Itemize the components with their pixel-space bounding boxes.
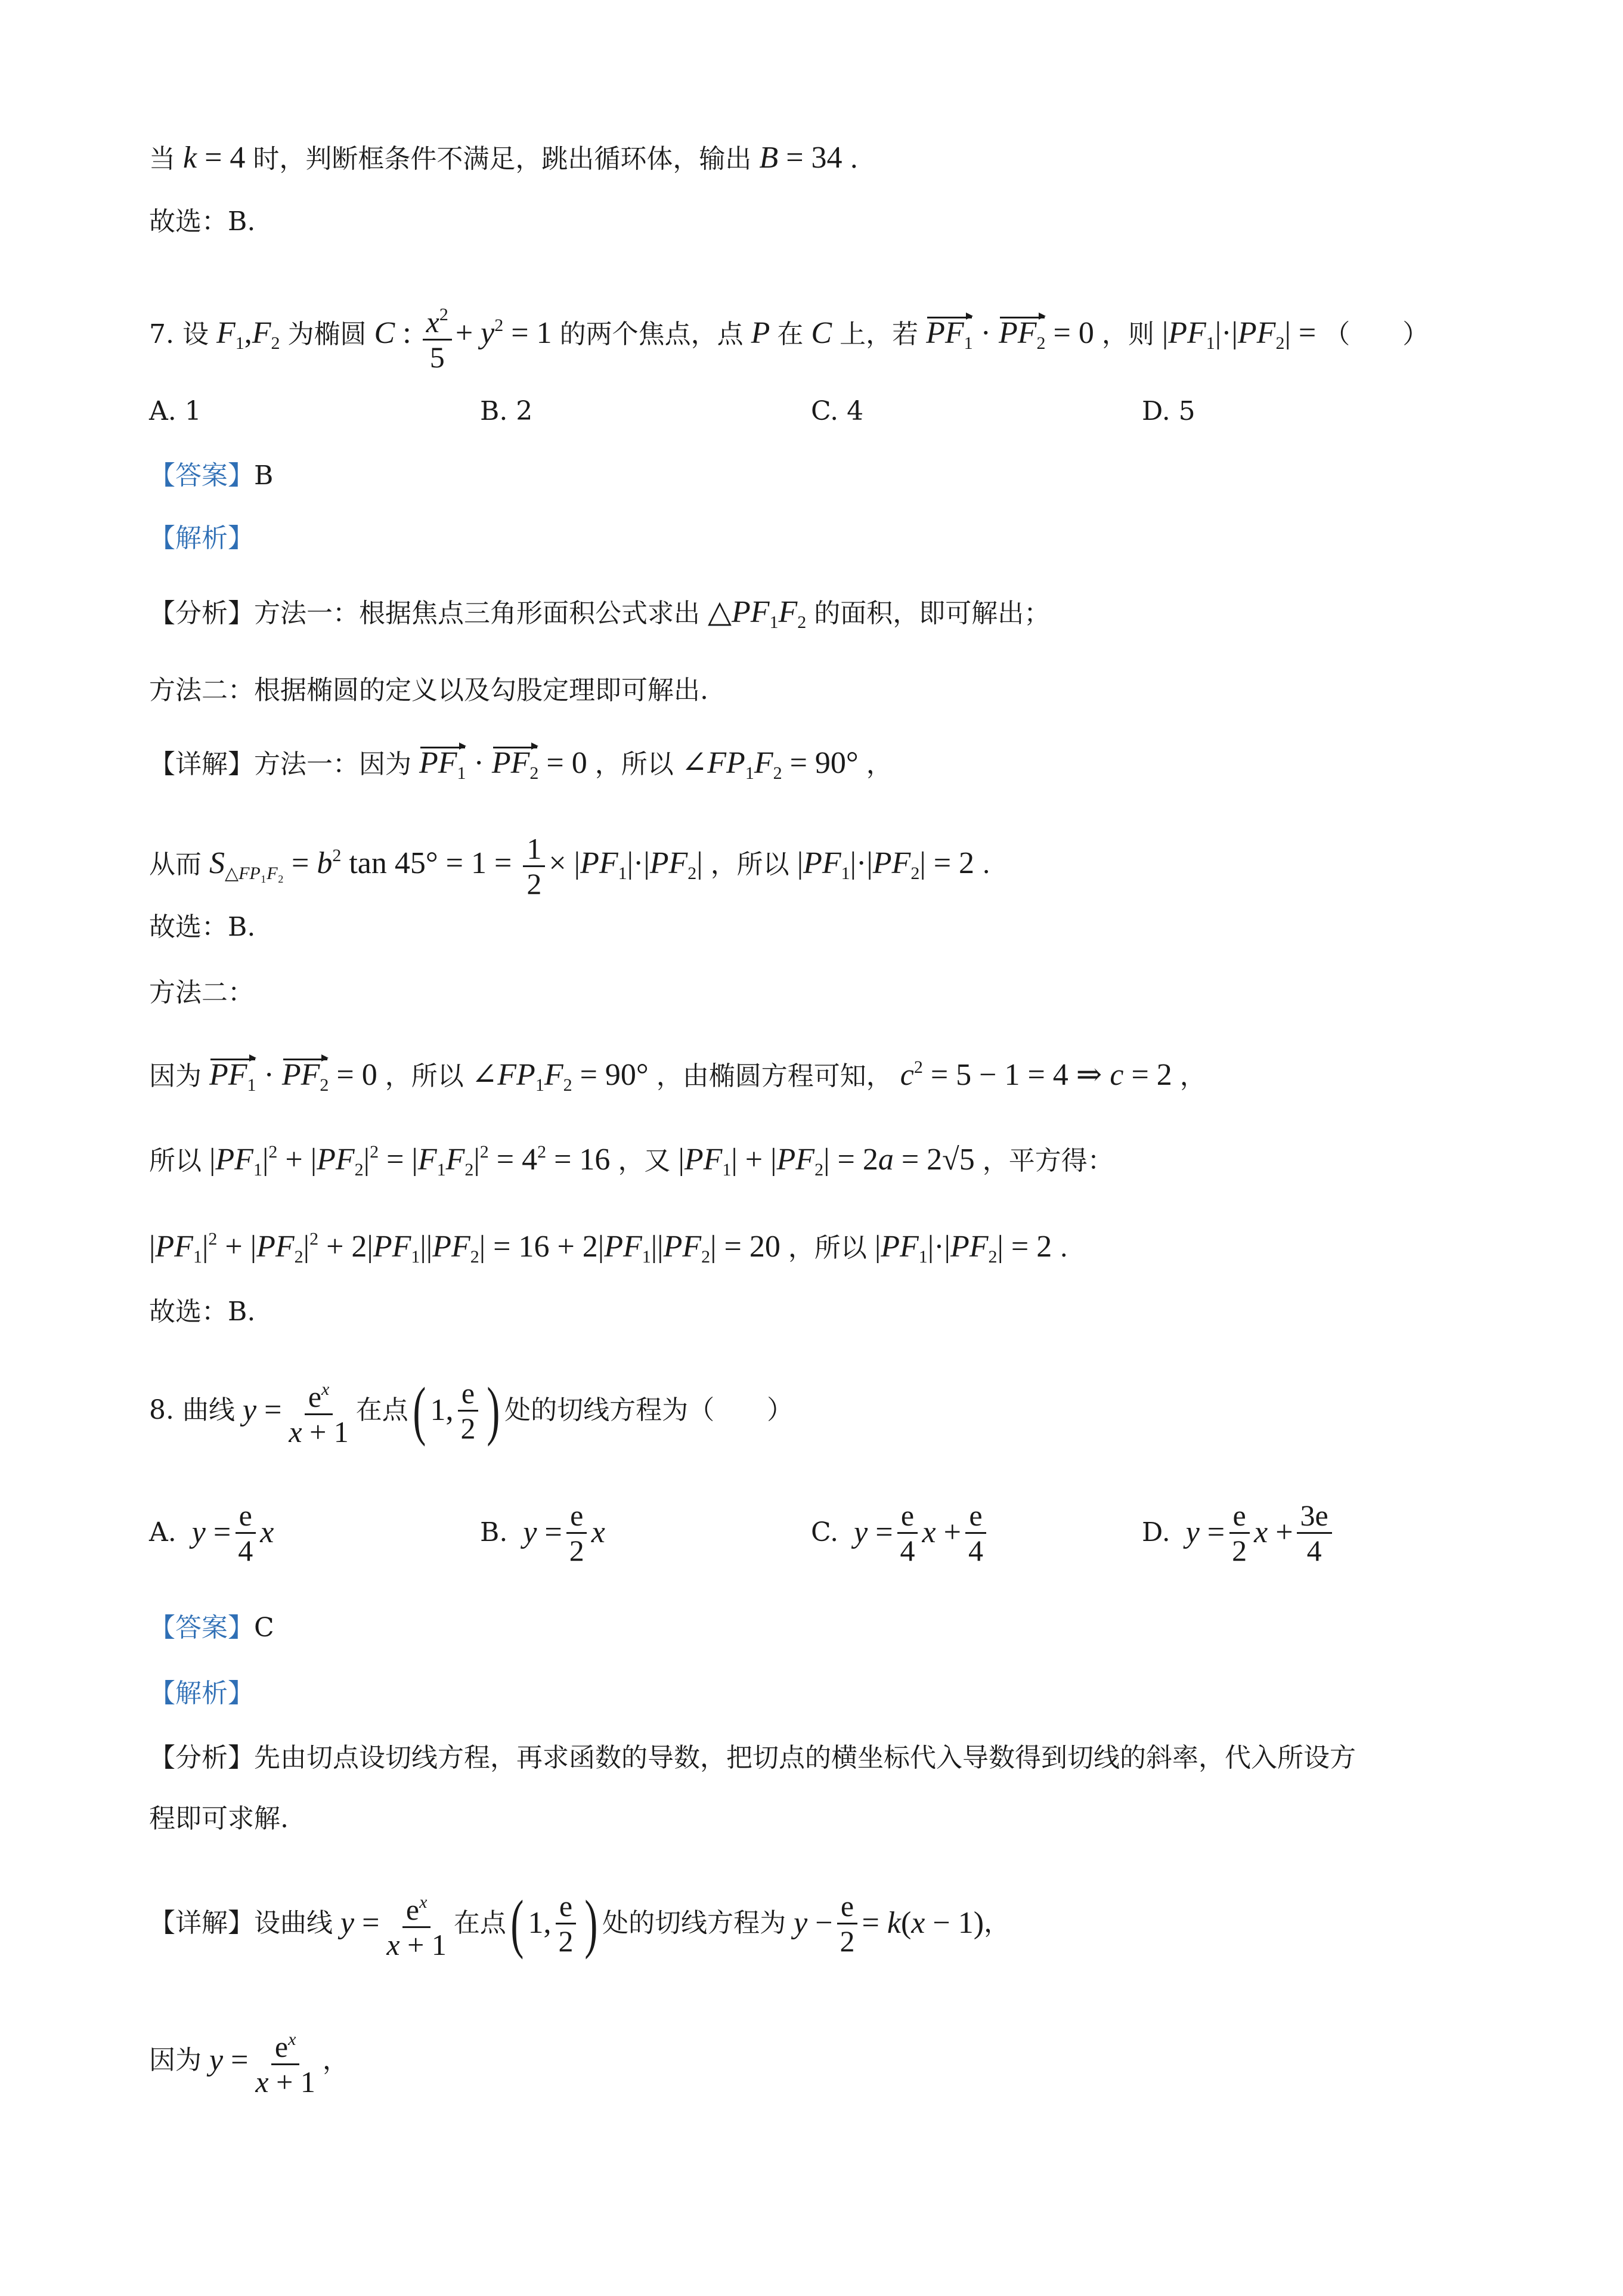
text-line — [149, 1294, 255, 1330]
fraction: $\frac{e}{4}$ — [965, 1499, 987, 1567]
text: 程即可求解. — [149, 1803, 289, 1834]
option-a: A. 1 — [149, 396, 202, 426]
option-d: D. 5 — [1142, 396, 1195, 426]
fraction: $\frac{e}{4}$ — [234, 1499, 256, 1567]
text: ，平方得： — [982, 1146, 1114, 1176]
text: 设曲线 — [254, 1908, 333, 1938]
label: 【分析】 — [149, 598, 254, 629]
fraction: $\frac{e^x}{x + 1}$ — [252, 2023, 318, 2099]
text: 从而 — [149, 849, 202, 880]
answer-line — [149, 458, 273, 494]
label: 【详解】 — [149, 749, 254, 779]
text-line: 从而 $S_{\triangle FP_1F_2} = b^2$ tan 45° = 1 = $\frac{1}{2}$ × $|PF_1|\cdot|PF_2|$ ，所以 $|PF_1|\cdot|PF_2| = 2$ . — [149, 832, 991, 901]
fraction: $\frac{x^2}{5}$ — [423, 298, 452, 374]
text-line: 当 k = 4 时，判断框条件不满足，跳出循环体，输出 B = 34 ． — [149, 141, 876, 175]
text: 方法二： — [149, 977, 254, 1008]
text-line — [149, 1801, 289, 1837]
text: ． — [850, 144, 876, 174]
text: . — [1060, 1233, 1068, 1263]
fraction: $\frac{e}{4}$ — [897, 1499, 919, 1567]
text: ，所以 — [594, 749, 674, 779]
text: （ ） — [1324, 319, 1429, 349]
text: ， — [1179, 1061, 1206, 1091]
fraction: $\frac{e}{2}$ — [457, 1376, 479, 1445]
text: 先由切点设切线方程，再求函数的导数，把切点的横坐标代入导数得到切线的斜率，代入所设方 — [254, 1743, 1356, 1773]
option-label: D. — [1142, 1517, 1170, 1548]
text: ， — [322, 2045, 349, 2075]
fraction: $\frac{1}{2}$ — [523, 832, 545, 901]
text-line: 因为 $PF_1 \cdot PF_2 = 0$ ，所以 $\angle FP_1F_2 = 90^\circ$ ，由椭圆方程可知， $c^2 = 5 - 1 = 4$ ⇒ c = 2 ， — [149, 1050, 1206, 1103]
text: 处的切线方程为（ ） — [504, 1395, 794, 1425]
option-c: C. y = $\frac{e}{4}$ x + $\frac{e}{4}$ — [811, 1491, 990, 1574]
text: ，所以 — [710, 849, 789, 880]
text-line: 所以 $|PF_1|^2 + |PF_2|^2 = |F_1F_2|^2 = 4^2 = 16$ ，又 $|PF_1| + |PF_2| = 2a = 2√5$ ，平方得： — [149, 1142, 1114, 1180]
text-line: 【分析】方法一：根据焦点三角形面积公式求出 $\triangle PF_1F_2$ 的面积，即可解出； — [149, 595, 1051, 632]
question-8: 8. 曲线 y = $\frac{e^x}{x + 1}$ 在点 ( 1, $\frac{e}{2}$ ) 处的切线方程为（ ） — [149, 1366, 793, 1455]
fraction: $\frac{3e}{4}$ — [1297, 1499, 1332, 1567]
fraction: $\frac{e^x}{x + 1}$ — [383, 1886, 450, 1961]
option-c: C. 4 — [811, 396, 864, 426]
text: 故选：B. — [149, 206, 256, 237]
text: 因为 — [149, 2045, 202, 2075]
text: 时，判断框条件不满足，跳出循环体，输出 — [253, 144, 752, 174]
text-line — [149, 1740, 1356, 1776]
text: ，由椭圆方程可知， — [656, 1061, 893, 1091]
text-line: 【详解】 设曲线 y = $\frac{e^x}{x + 1}$ 在点 ( 1, $\frac{e}{2}$ ) 处的切线方程为 y − $\frac{e}{2}$ = k(x − 1) ， — [149, 1879, 1010, 1968]
text: ， — [866, 749, 893, 779]
text: 为椭圆 — [287, 319, 367, 349]
option-a: A. y = $\frac{e}{4}$ x — [149, 1498, 274, 1567]
text-line: 因为 y = $\frac{e^x}{x + 1}$ ， — [149, 2016, 349, 2105]
answer-value: C — [254, 1613, 274, 1643]
text: 方法二：根据椭圆的定义以及勾股定理即可解出. — [149, 675, 708, 705]
text-line — [149, 673, 708, 708]
text: 方法一：因为 — [254, 749, 411, 779]
question-number: 7. 设 — [149, 319, 209, 349]
question-number: 8. 曲线 — [149, 1395, 235, 1425]
label: 【分析】 — [149, 1743, 254, 1773]
text-line: 【详解】方法一：因为 $PF_1 \cdot PF_2 = 0$ ，所以 $\angle FP_1F_2 = 90^\circ$ ， — [149, 745, 893, 791]
text: 在点 — [453, 1908, 506, 1938]
option-label: A. — [149, 1517, 176, 1548]
option-b: B. 2 — [480, 396, 533, 426]
text: . — [982, 849, 991, 880]
fraction: $\frac{e}{2}$ — [555, 1889, 577, 1958]
fraction: $\frac{e}{2}$ — [837, 1889, 859, 1958]
option-d: D. y = $\frac{e}{2}$ x + $\frac{3e}{4}$ — [1142, 1491, 1336, 1574]
analysis-label: 【解析】 — [149, 1678, 254, 1709]
text-line: $|PF_1|^2 + |PF_2|^2 + 2|PF_1||PF_2| = 16 + 2|PF_1||PF_2| = 20$ ，所以 $|PF_1|\cdot|PF_2| = 2$ . — [149, 1229, 1068, 1267]
answer-label: 【答案】 — [149, 1613, 254, 1643]
text: 在点 — [355, 1395, 408, 1425]
fraction: $\frac{e}{2}$ — [1228, 1499, 1250, 1567]
option-label: B. — [480, 1517, 508, 1548]
text: 上，若 — [840, 319, 919, 349]
option-b: B. y = $\frac{e}{2}$ x — [480, 1498, 605, 1567]
text-line — [149, 975, 254, 1011]
analysis-label: 【解析】 — [149, 523, 254, 553]
text: ， — [984, 1908, 1011, 1938]
option-label: C. — [811, 1517, 839, 1548]
text: 因为 — [149, 1061, 202, 1091]
answer-label: 【答案】 — [149, 460, 254, 491]
text: 处的切线方程为 — [602, 1908, 786, 1938]
label: 【详解】 — [149, 1908, 254, 1938]
text: 在 — [777, 319, 804, 349]
text: 方法一：根据焦点三角形面积公式求出 — [254, 598, 700, 629]
answer-value: B — [254, 460, 274, 491]
text-line — [149, 204, 255, 240]
text: 的面积，即可解出； — [814, 598, 1051, 629]
text: 的两个焦点，点 — [559, 319, 744, 349]
text: 故选：B. — [149, 1296, 256, 1327]
text-line — [149, 909, 255, 945]
text: ，所以 — [385, 1061, 464, 1091]
text: ，所以 — [788, 1233, 867, 1263]
question-7: 7. 设 $F_1,F_2$ 为椭圆 C : $\frac{x^2}{5}$ + $y^2 = 1$ 的两个焦点，点 P 在 C 上，若 $PF_1 \cdot PF_2 = 0$ ，则 $|PF_1|\cdot|PF_2|$ = （ ） — [149, 298, 1429, 374]
text: 所以 — [149, 1146, 202, 1176]
text: 当 — [149, 144, 175, 174]
text: ，则 — [1101, 319, 1154, 349]
text: 故选：B. — [149, 912, 256, 942]
answer-line — [149, 1610, 274, 1646]
text: ，又 — [618, 1146, 671, 1176]
fraction: $\frac{e^x}{x + 1}$ — [285, 1373, 352, 1449]
fraction: $\frac{e}{2}$ — [566, 1499, 588, 1567]
